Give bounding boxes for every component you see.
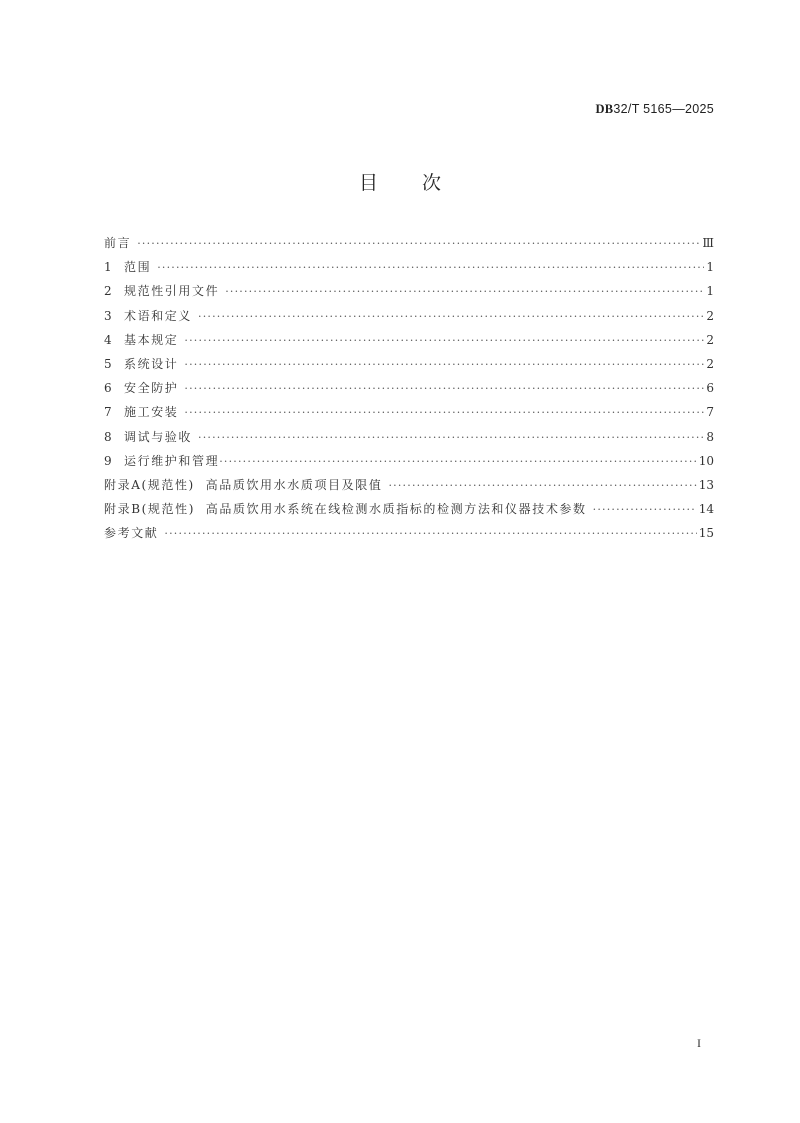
toc-leader-dots [198,430,704,446]
toc-entry-foreword[interactable] [104,235,714,259]
toc-entry-number: 6 [104,381,112,396]
toc-entry-label: 范围 [124,260,152,275]
toc-entry-5[interactable] [104,356,714,380]
toc-entry-8[interactable] [104,429,714,453]
toc-entry-number: 7 [104,405,112,420]
toc-entry-label: 规范性引用文件 [124,284,220,299]
document-code-prefix: DB [595,102,614,116]
toc-entry-number: 4 [104,332,112,347]
toc-entry-appendix-b[interactable] [104,501,714,525]
toc-entry-page: 8 [706,429,714,444]
toc-entry-9[interactable] [104,453,714,477]
toc-entry-page: 1 [706,260,714,275]
table-of-contents [104,235,714,549]
toc-leader-dots [184,333,704,349]
toc-entry-page: 6 [706,381,714,396]
document-code-number: 32/T 5165—2025 [613,102,714,116]
toc-entry-page: 2 [706,308,714,323]
toc-entry-label: 运行维护和管理 [124,453,220,468]
toc-leader-dots [219,454,697,470]
toc-entry-label: 术语和定义 [124,308,193,323]
toc-entry-page: 1 [706,284,714,299]
toc-entry-appendix-a[interactable] [104,477,714,501]
toc-entry-references[interactable] [104,525,714,549]
toc-leader-dots [225,284,704,300]
toc-entry-page: 14 [698,502,714,517]
toc-entry-page: 2 [706,356,714,371]
toc-leader-dots [388,478,696,494]
toc-entry-4[interactable] [104,332,714,356]
toc-entry-2[interactable] [104,283,714,307]
toc-entry-number: 1 [104,260,112,275]
toc-entry-label: 参考文献 [104,526,159,541]
toc-entry-6[interactable] [104,380,714,404]
document-code [595,102,714,117]
toc-leader-dots [164,526,696,542]
toc-leader-dots [184,357,704,373]
toc-leader-dots [198,309,704,325]
toc-entry-number: 2 [104,284,112,299]
toc-entry-page: Ⅲ [702,236,714,250]
toc-entry-label: 基本规定 [124,332,179,347]
toc-entry-number: 3 [104,308,112,323]
toc-entry-label: 系统设计 [124,356,179,371]
toc-entry-number: 5 [104,356,112,371]
toc-leader-dots [593,502,697,518]
toc-entry-page: 15 [698,526,714,541]
toc-leader-dots [157,260,704,276]
toc-entry-label: 附录A(规范性) 高品质饮用水水质项目及限值 [104,477,383,492]
toc-entry-3[interactable] [104,308,714,332]
toc-entry-label: 安全防护 [124,381,179,396]
toc-entry-page: 10 [698,453,714,468]
toc-entry-7[interactable] [104,404,714,428]
toc-entry-page: 13 [698,477,714,492]
toc-entry-page: 7 [706,405,714,420]
toc-entry-label: 调试与验收 [124,429,193,444]
toc-entry-number: 9 [104,453,112,468]
toc-entry-number: 8 [104,429,112,444]
toc-entry-1[interactable] [104,259,714,283]
toc-leader-dots [184,405,704,421]
toc-entry-label: 附录B(规范性) 高品质饮用水系统在线检测水质指标的检测方法和仪器技术参数 [104,502,587,517]
toc-entry-label: 前言 [104,236,132,250]
toc-entry-page: 2 [706,332,714,347]
toc-leader-dots [137,236,700,252]
toc-entry-label: 施工安装 [124,405,179,420]
toc-leader-dots [184,381,704,397]
page-number: I [697,1036,701,1050]
page-title: 目次 [358,172,485,194]
